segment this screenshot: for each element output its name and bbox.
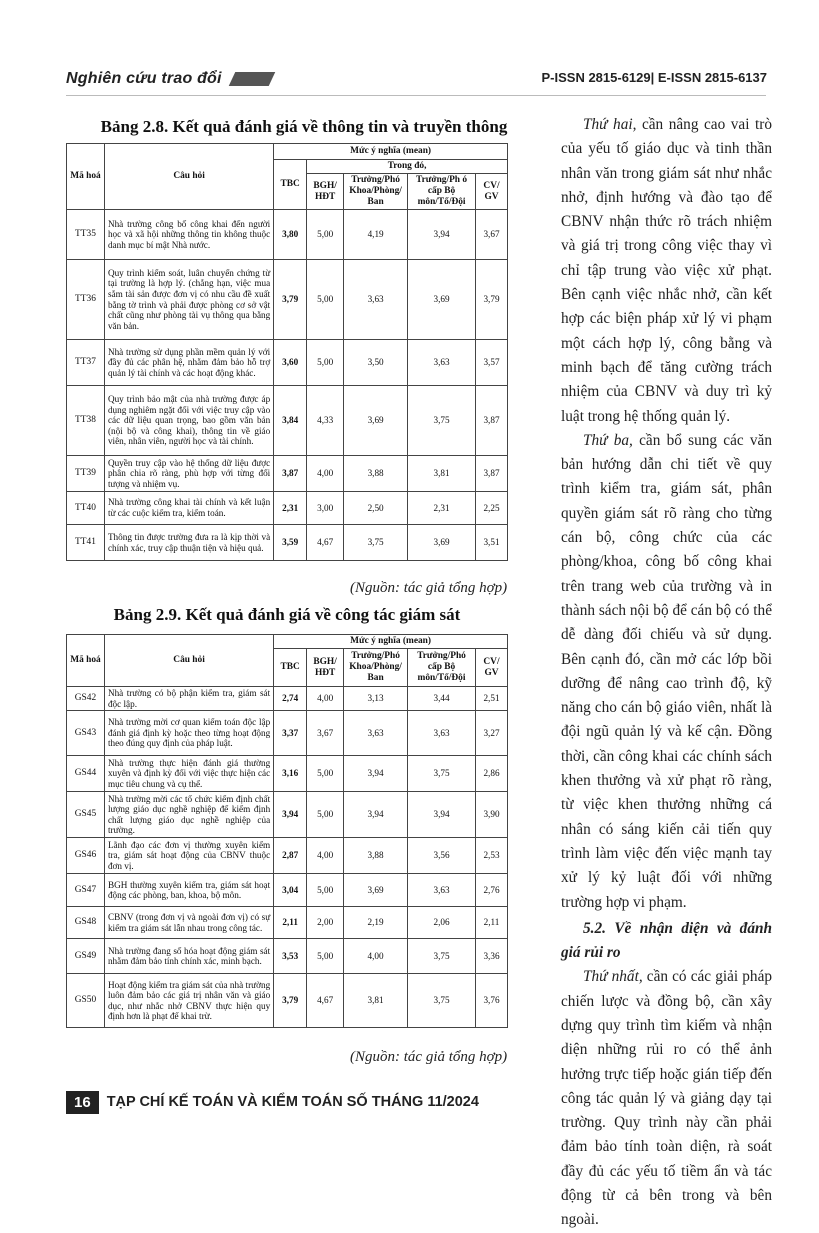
row-bomon: 2,31 [408, 492, 476, 525]
row-tbc: 3,04 [274, 874, 307, 907]
paragraph-text: cần nâng cao vai trò của yếu tố giáo dục và tinh thần nhân văn trong giám sát như nhắc nhở, định hướng và đào tạo để CBNV nhận thức rõ trách nhiệm và giá trị trong công việc thay vì chỉ tập trung vào việc xử phạt. Bên cạnh việc nhắc nhở, cần kết hợp các biện pháp xử lý vi phạm một cách hợp lý, công bằng và minh bạch để tăng cường trách nhiệm của CBNV và duy trì kỷ luật trong hệ thống quản lý. [561, 116, 772, 425]
header-cv: CV/ GV [475, 649, 507, 687]
row-question: BGH thường xuyên kiểm tra, giám sát hoạt động các phòng, ban, khoa, bộ môn. [104, 874, 273, 907]
header-truong: Trưởng/Phó Khoa/Phòng/ Ban [344, 649, 408, 687]
row-truong: 2,19 [344, 907, 408, 939]
row-cv: 2,76 [475, 874, 507, 907]
row-code: TT38 [67, 386, 105, 456]
table2-source: (Nguồn: tác giả tổng hợp) [350, 1049, 508, 1065]
row-bgh: 4,00 [307, 687, 344, 711]
row-question: Nhà trường sử dụng phần mềm quản lý với đầy đủ các phân hệ, nhằm đảm bảo hỗ trợ quản lý tài chính và các hoạt động khác. [104, 340, 273, 386]
header-truong: Trưởng/Phó Khoa/Phòng/ Ban [344, 174, 408, 210]
row-truong: 3,94 [344, 756, 408, 792]
row-truong: 3,69 [344, 874, 408, 907]
row-bomon: 3,63 [408, 711, 476, 756]
row-code: TT35 [67, 210, 105, 260]
row-bgh: 4,00 [307, 838, 344, 874]
row-cv: 2,11 [475, 907, 507, 939]
row-question: Quyền truy cập vào hệ thống dữ liệu được phân chia rõ ràng, phù hợp với từng đối tượng và nhiệm vụ. [104, 456, 273, 492]
row-cv: 3,51 [476, 525, 508, 561]
journal-title: TẠP CHÍ KẾ TOÁN VÀ KIỂM TOÁN SỐ THÁNG 11/2024 [106, 1094, 479, 1110]
header-code: Mã hoá [67, 144, 105, 210]
paragraph-lead: Thứ ba, [583, 431, 633, 449]
table-row [67, 456, 508, 492]
table1 [66, 143, 508, 561]
row-bgh: 5,00 [307, 210, 344, 260]
row-truong: 3,63 [344, 260, 408, 340]
table-row [67, 210, 508, 260]
row-code: GS45 [67, 792, 105, 838]
row-question: Nhà trường thực hiện đánh giá thường xuyên và định kỳ đối với việc thực hiện các mục tiêu chung và cụ thể. [104, 756, 273, 792]
row-bomon: 3,94 [408, 210, 476, 260]
footer [66, 1087, 479, 1117]
row-cv: 2,25 [476, 492, 508, 525]
paragraph-lead: Thứ nhất, [583, 968, 643, 986]
row-code: TT40 [67, 492, 105, 525]
paragraph-text: cần có các giải pháp chiến lược và đồng bộ, cần xây dựng quy trình tìm kiếm và nhận diện những rủi ro có thể ảnh hưởng trực tiếp hoặc gián tiếp đến công tác quản lý và giảng dạy tại trường. Quy trình này cần phải đảm bảo tính toàn diện, rà soát đầy đủ các yếu tố tiềm ẩn và tác động từ cả bên trong và bên ngoài. [561, 968, 773, 1229]
table-row [67, 939, 508, 974]
row-bomon: 3,94 [408, 792, 476, 838]
header-question: Câu hỏi [104, 144, 273, 210]
row-tbc: 2,74 [274, 687, 307, 711]
row-question: Quy trình kiểm soát, luân chuyển chứng từ tại trường là hợp lý. (chẳng hạn, việc mua sắm tài sản được đơn vị có nhu cầu đề xuất bằng tờ trình và phải được phòng cơ sở vật chất cũng như phòng tài vụ thông qua bằng văn bản. [104, 260, 273, 340]
paragraph-text: cần bổ sung các văn bản hướng dẫn chi tiết về quy trình kiểm tra, giám sát, phân quyền giám sát rõ ràng cho từng cán bộ, công chức của các phòng/khoa, công bố công khai trên trang web của trường và in thành sách nội bộ để cán bộ có thể dễ dàng đối chiếu và sử dụng. Bên cạnh đó, cần mở các lớp bồi dưỡng để nâng cao trình độ, kỹ năng cho cán bộ giáo viên, nhất là đội ngũ quản lý và kế cận. Đồng thời, cần công khai các chính sách khen thưởng và xử phạt rõ ràng, từ việc khen thưởng những cá nhân có sáng kiến cải tiến quy trình làm việc đến việc mạnh tay xử lý kỷ luật đối với những trường hợp vi phạm. [561, 431, 772, 911]
row-code: GS46 [67, 838, 105, 874]
row-cv: 2,53 [475, 838, 507, 874]
row-bomon: 3,69 [408, 525, 476, 561]
row-bomon: 3,56 [408, 838, 476, 874]
header-bgh: BGH/ HĐT [307, 649, 344, 687]
row-question: Nhà trường mời các tổ chức kiểm định chất lượng giáo dục nghề nghiệp để kiểm định chất lượng giáo dục nghề nghiệp của trường. [104, 792, 273, 838]
row-code: TT36 [67, 260, 105, 340]
table2-title: Bảng 2.9. Kết quả đánh giá về công tác giám sát [113, 605, 461, 624]
row-tbc: 3,79 [274, 974, 307, 1028]
row-cv: 3,79 [476, 260, 508, 340]
row-question: Nhà trường đang số hóa hoạt động giám sát nhằm đảm bảo tính chính xác, minh bạch. [104, 939, 273, 974]
row-bgh: 3,00 [307, 492, 344, 525]
row-cv: 3,27 [475, 711, 507, 756]
row-cv: 3,87 [476, 386, 508, 456]
row-cv: 3,36 [475, 939, 507, 974]
row-bgh: 4,33 [307, 386, 344, 456]
row-tbc: 3,59 [274, 525, 307, 561]
row-question: Nhà trường có bộ phận kiểm tra, giám sát độc lập. [104, 687, 273, 711]
table-row [67, 874, 508, 907]
table-row [67, 260, 508, 340]
row-tbc: 2,11 [274, 907, 307, 939]
table-row [67, 386, 508, 456]
row-tbc: 3,79 [274, 260, 307, 340]
row-bgh: 4,00 [307, 456, 344, 492]
row-truong: 2,50 [344, 492, 408, 525]
header-bomon: Trưởng/Ph ó cấp Bộ môn/Tổ/Đội [408, 174, 476, 210]
row-tbc: 3,60 [274, 340, 307, 386]
row-cv: 3,67 [476, 210, 508, 260]
header-divider [66, 95, 766, 96]
table2 [66, 634, 508, 1028]
table-row [67, 907, 508, 939]
paragraph [561, 113, 772, 429]
paragraph-lead: Thứ hai, [583, 116, 637, 133]
row-bgh: 4,67 [307, 974, 344, 1028]
row-bgh: 4,67 [307, 525, 344, 561]
row-truong: 4,00 [344, 939, 408, 974]
row-bomon: 3,81 [408, 456, 476, 492]
issn-label: P-ISSN 2815-6129| E-ISSN 2815-6137 [541, 70, 767, 85]
row-bgh: 3,67 [307, 711, 344, 756]
row-bgh: 2,00 [307, 907, 344, 939]
header-within: Trong đó, [307, 160, 508, 174]
body-text [561, 113, 772, 1233]
row-code: GS49 [67, 939, 105, 974]
row-question: Thông tin được trường đưa ra là kịp thời và chính xác, truy cập thuận tiện và hiệu quả. [104, 525, 273, 561]
row-bgh: 5,00 [307, 874, 344, 907]
row-bomon: 3,63 [408, 340, 476, 386]
row-code: GS48 [67, 907, 105, 939]
row-tbc: 2,87 [274, 838, 307, 874]
row-bgh: 5,00 [307, 792, 344, 838]
header-bomon: Trưởng/Phó cấp Bộ môn/Tổ/Đội [408, 649, 476, 687]
header-significance: Mức ý nghĩa (mean) [274, 144, 508, 160]
row-tbc: 3,87 [274, 456, 307, 492]
section-heading: 5.2. Về nhận diện và đánh giá rủi ro [561, 919, 772, 962]
row-question: Nhà trường công khai tài chính và kết luận từ các cuộc kiểm tra, kiểm toán. [104, 492, 273, 525]
table-row [67, 711, 508, 756]
header-tbc: TBC [274, 160, 307, 210]
header-decoration [229, 72, 276, 86]
table-row [67, 756, 508, 792]
row-bomon: 3,75 [408, 756, 476, 792]
paragraph [561, 429, 772, 915]
row-cv: 2,86 [475, 756, 507, 792]
row-question: CBNV (trong đơn vị và ngoài đơn vị) có sự kiểm tra giám sát lẫn nhau trong công tác. [104, 907, 273, 939]
table1-title: Bảng 2.8. Kết quả đánh giá về thông tin và truyền thông [100, 117, 508, 136]
row-question: Lãnh đạo các đơn vị thường xuyên kiểm tra, giám sát hoạt động của CBNV thuộc đơn vị. [104, 838, 273, 874]
section-label: Nghiên cứu trao đổi [66, 70, 222, 87]
row-truong: 4,19 [344, 210, 408, 260]
paragraph [561, 965, 772, 1232]
table-row [67, 492, 508, 525]
row-bomon: 3,75 [408, 974, 476, 1028]
row-code: GS50 [67, 974, 105, 1028]
row-bomon: 3,63 [408, 874, 476, 907]
row-tbc: 3,84 [274, 386, 307, 456]
row-code: GS44 [67, 756, 105, 792]
row-question: Nhà trường mời cơ quan kiểm toán độc lập đánh giá định kỳ hoặc theo từng hoạt động theo đúng quy định của pháp luật. [104, 711, 273, 756]
header-cv: CV/ GV [476, 174, 508, 210]
row-question: Hoạt động kiểm tra giám sát của nhà trường luôn đảm bảo các giá trị nhân văn và giáo dục, như nhắc nhở CBNV thực hiện quy định hơn là phạt để khai trừ. [104, 974, 273, 1028]
row-code: GS47 [67, 874, 105, 907]
row-bgh: 5,00 [307, 340, 344, 386]
row-bomon: 3,69 [408, 260, 476, 340]
row-code: GS42 [67, 687, 105, 711]
header-question: Câu hỏi [104, 635, 273, 687]
row-bgh: 5,00 [307, 260, 344, 340]
table-row [67, 687, 508, 711]
row-cv: 3,87 [476, 456, 508, 492]
row-cv: 3,76 [475, 974, 507, 1028]
row-cv: 3,57 [476, 340, 508, 386]
row-bgh: 5,00 [307, 756, 344, 792]
row-tbc: 2,31 [274, 492, 307, 525]
table1-source: (Nguồn: tác giả tổng hợp) [350, 580, 508, 596]
table-row [67, 792, 508, 838]
row-tbc: 3,16 [274, 756, 307, 792]
row-truong: 3,75 [344, 525, 408, 561]
row-cv: 2,51 [475, 687, 507, 711]
row-bomon: 3,75 [408, 939, 476, 974]
row-code: TT39 [67, 456, 105, 492]
row-question: Nhà trường công bố công khai đến người học và xã hội những thông tin không thuộc danh mục bí mật Nhà nước. [104, 210, 273, 260]
row-cv: 3,90 [475, 792, 507, 838]
row-bomon: 3,75 [408, 386, 476, 456]
table-row [67, 525, 508, 561]
row-tbc: 3,94 [274, 792, 307, 838]
row-truong: 3,63 [344, 711, 408, 756]
page-number: 16 [66, 1091, 99, 1114]
row-question: Quy trình bảo mật của nhà trường được áp dụng nghiêm ngặt đối với việc truy cập vào các dữ liệu quan trọng, bao gồm văn bản (nội bộ và công khai), thông tin về giáo viên, nhân viên, người học và tài chính. [104, 386, 273, 456]
row-truong: 3,50 [344, 340, 408, 386]
header-significance: Mức ý nghĩa (mean) [274, 635, 508, 649]
row-code: TT41 [67, 525, 105, 561]
header-code: Mã hoá [67, 635, 105, 687]
table-row [67, 974, 508, 1028]
row-truong: 3,88 [344, 456, 408, 492]
table-row [67, 340, 508, 386]
header-bgh: BGH/ HĐT [307, 174, 344, 210]
row-code: TT37 [67, 340, 105, 386]
row-tbc: 3,37 [274, 711, 307, 756]
row-truong: 3,81 [344, 974, 408, 1028]
row-bomon: 2,06 [408, 907, 476, 939]
row-bomon: 3,44 [408, 687, 476, 711]
row-truong: 3,13 [344, 687, 408, 711]
row-truong: 3,88 [344, 838, 408, 874]
row-truong: 3,69 [344, 386, 408, 456]
row-truong: 3,94 [344, 792, 408, 838]
table-row [67, 838, 508, 874]
row-bgh: 5,00 [307, 939, 344, 974]
row-code: GS43 [67, 711, 105, 756]
row-tbc: 3,53 [274, 939, 307, 974]
header-tbc: TBC [274, 649, 307, 687]
row-tbc: 3,80 [274, 210, 307, 260]
